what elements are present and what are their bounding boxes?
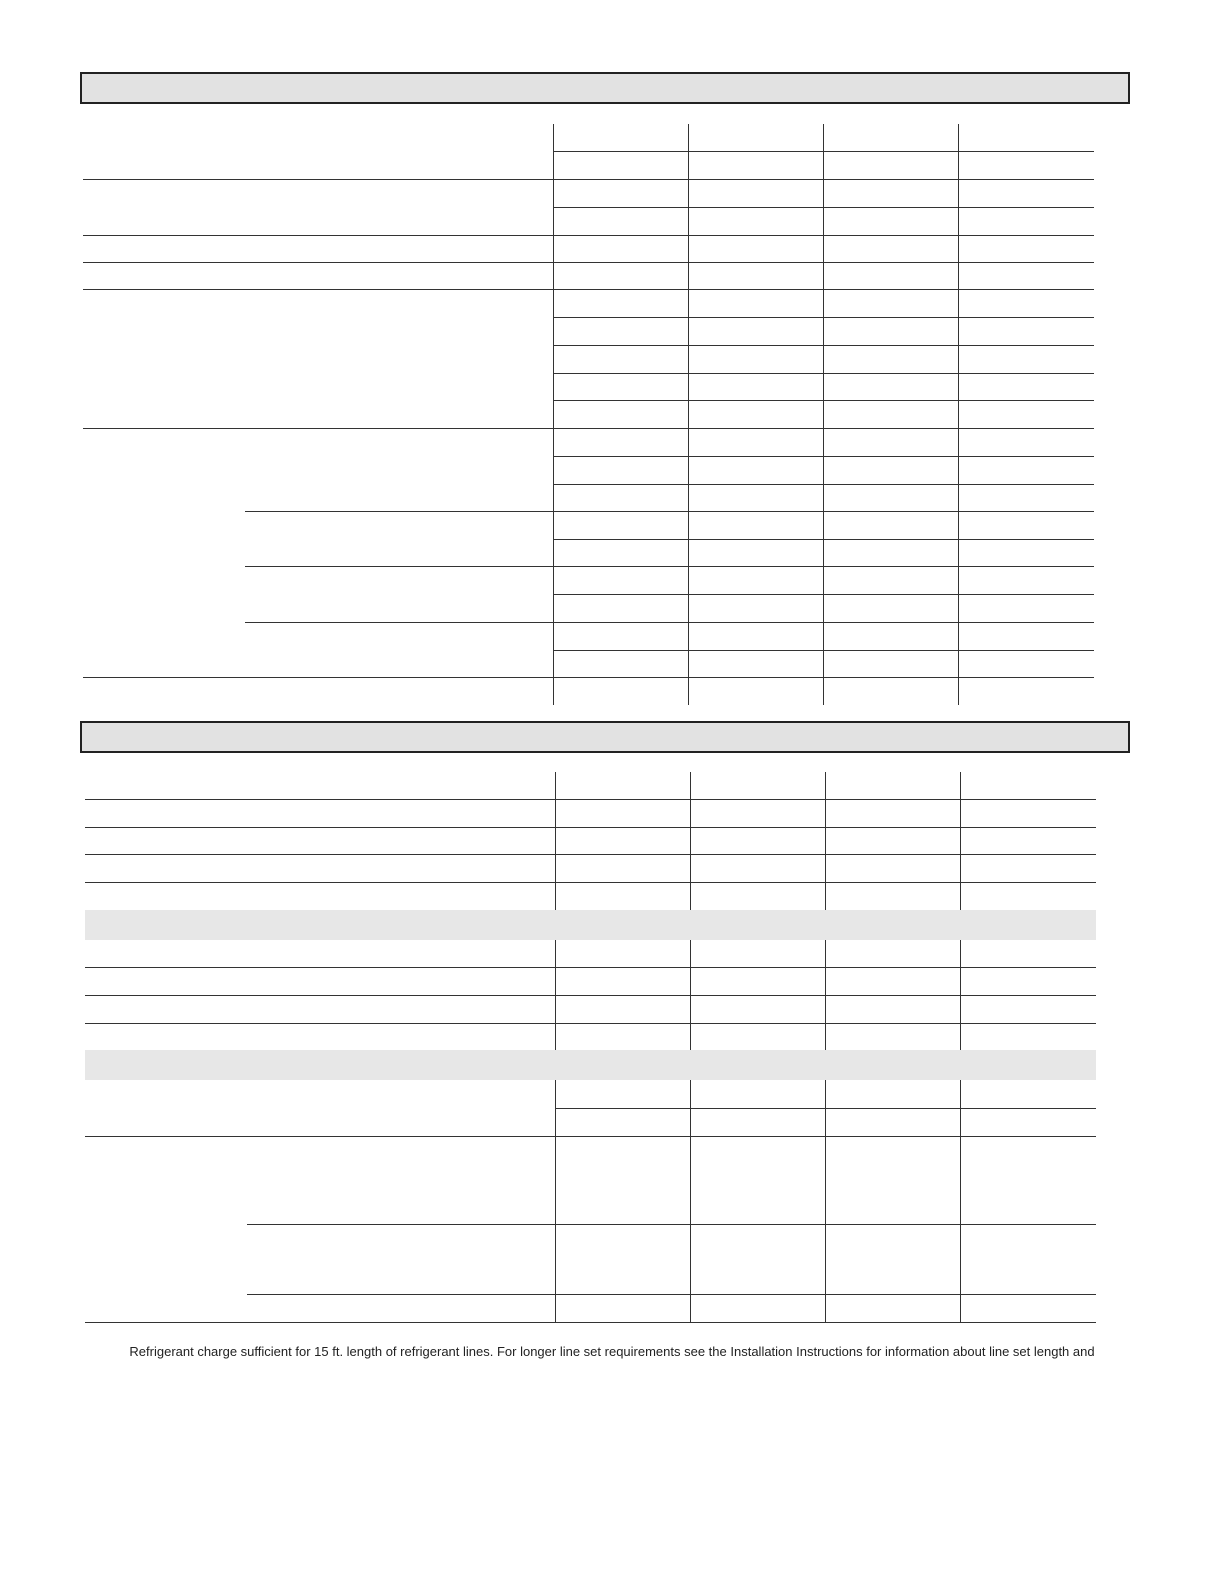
table2-col-divider-3 — [825, 772, 826, 910]
table2-rule — [85, 1023, 1096, 1024]
table1-rule — [83, 289, 1094, 290]
table1-rule — [553, 400, 1094, 401]
table2-rule — [85, 967, 1096, 968]
table1-rule — [83, 677, 1094, 678]
table2-col-divider-1 — [555, 1080, 556, 1322]
table2-col-divider-2 — [690, 1080, 691, 1322]
table2-col-divider-2 — [690, 772, 691, 910]
table1-rule — [553, 345, 1094, 346]
table1-rule — [83, 428, 1094, 429]
section-header-1 — [80, 72, 1130, 104]
table1-rule — [553, 456, 1094, 457]
table2-rule — [85, 882, 1096, 883]
table1-rule — [245, 511, 1094, 512]
table2-rule — [85, 799, 1096, 800]
table2-rule — [85, 1136, 1096, 1137]
table2-shaded-band-1 — [85, 910, 1096, 940]
table1-rule — [83, 179, 1094, 180]
table2-rule — [85, 854, 1096, 855]
table2-shaded-band-2 — [85, 1050, 1096, 1080]
table1-rule — [553, 650, 1094, 651]
table2-rule — [85, 995, 1096, 996]
table2-col-divider-4 — [960, 1080, 961, 1322]
table1-rule — [83, 235, 1094, 236]
table1-col-divider-4 — [958, 124, 959, 705]
table2-col-divider-1 — [555, 772, 556, 910]
table1-rule — [245, 566, 1094, 567]
table2-rule — [555, 1108, 1096, 1109]
table1-rule — [553, 207, 1094, 208]
table2-rule — [85, 827, 1096, 828]
table1-rule — [553, 594, 1094, 595]
table2-rule — [85, 1322, 1096, 1323]
table1-col-divider-3 — [823, 124, 824, 705]
table1-rule — [553, 317, 1094, 318]
table1-col-divider-1 — [553, 124, 554, 705]
table1-rule — [83, 262, 1094, 263]
table1-rule — [553, 151, 1094, 152]
table1-rule — [553, 539, 1094, 540]
table1-rule — [553, 373, 1094, 374]
table2-rule — [247, 1294, 1096, 1295]
table2-col-divider-4 — [960, 772, 961, 910]
table1-col-divider-2 — [688, 124, 689, 705]
table1-rule — [553, 484, 1094, 485]
section-header-2 — [80, 721, 1130, 753]
table1-rule — [245, 622, 1094, 623]
table2-col-divider-3 — [825, 1080, 826, 1322]
table2-rule — [247, 1224, 1096, 1225]
footnote-text: Refrigerant charge sufficient for 15 ft. length of refrigerant lines. For longer line set requirements see the Installation Instructions for information about line set length and — [129, 1344, 1095, 1359]
